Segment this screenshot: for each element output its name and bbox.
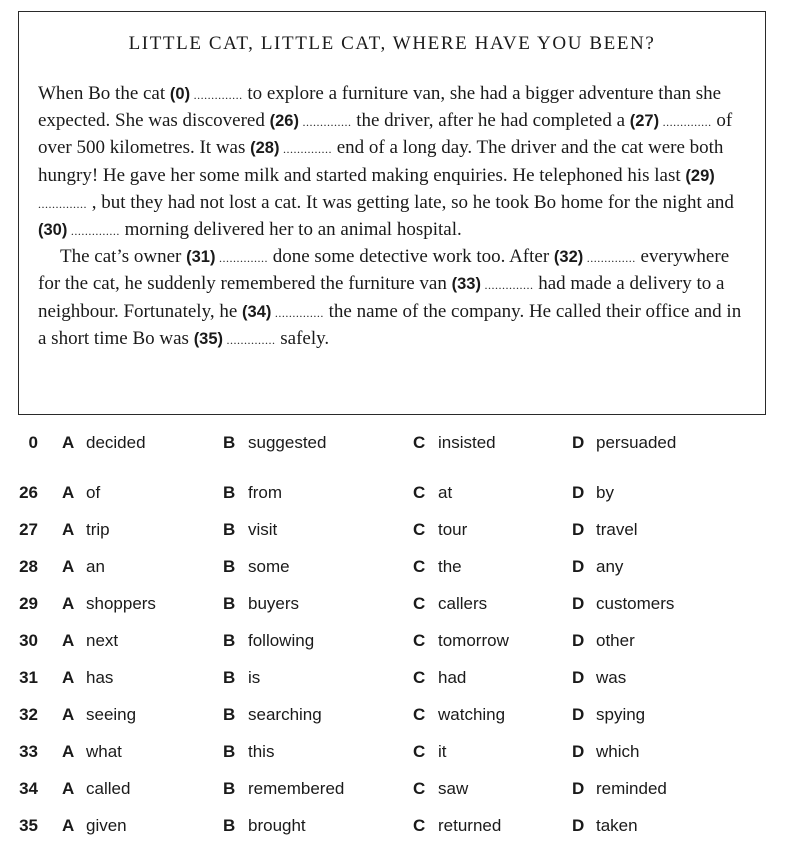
option-letter-d: D	[572, 557, 585, 576]
option-c[interactable]: had	[438, 668, 467, 687]
option-a[interactable]: shoppers	[86, 594, 156, 613]
option-letter-a: A	[62, 779, 75, 798]
option-a[interactable]: seeing	[86, 705, 137, 724]
passage-segment: to explore a furniture van, she had a bigger adventure than she expected. She was discovered	[38, 83, 722, 132]
question-number: (27)	[629, 112, 660, 131]
answer-gap: ..............	[190, 88, 243, 102]
option-a[interactable]: decided	[86, 433, 146, 452]
option-d[interactable]: customers	[596, 594, 675, 613]
paragraph-2	[38, 244, 750, 353]
question-number: (30)	[38, 221, 68, 240]
passage-segment: everywhere for the cat, he suddenly remembered the furniture van	[38, 246, 730, 295]
question-row	[0, 483, 788, 507]
passage-title: LITTLE CAT, LITTLE CAT, WHERE HAVE YOU BEEN?	[128, 33, 656, 54]
passage-segment: had made a delivery to a neighbour. Fortunately, he	[38, 273, 725, 322]
question-row-number: 0	[28, 433, 38, 452]
option-letter-d: D	[572, 483, 585, 502]
answer-gap: ..............	[583, 251, 636, 266]
answer-gap: ..............	[67, 224, 120, 239]
option-letter-b: B	[223, 668, 236, 687]
option-d[interactable]: spying	[596, 705, 646, 724]
passage-segment: When Bo the cat	[38, 83, 170, 104]
question-row-number: 30	[19, 631, 38, 650]
option-letter-d: D	[572, 779, 585, 798]
option-letter-b: B	[223, 779, 236, 798]
passage-segment: , but they had not lost a cat. It was getting late, so he took Bo home for the night and	[87, 191, 734, 213]
option-letter-c: C	[413, 816, 426, 835]
option-d[interactable]: taken	[596, 816, 638, 835]
option-letter-c: C	[413, 483, 426, 502]
option-c[interactable]: callers	[438, 594, 488, 613]
question-number: (26)	[269, 112, 299, 131]
passage-segment: The cat’s owner	[60, 246, 187, 268]
option-letter-a: A	[62, 520, 75, 539]
option-letter-a: A	[62, 483, 75, 502]
passage-segment: of over 500 kilometres. It was	[38, 110, 733, 159]
option-letter-c: C	[413, 594, 426, 613]
option-c[interactable]: tour	[438, 520, 468, 539]
question-row	[0, 594, 788, 618]
answer-gap: ..............	[38, 196, 87, 211]
option-b[interactable]: from	[248, 483, 282, 502]
option-d[interactable]: which	[596, 742, 640, 761]
question-row	[0, 705, 788, 729]
option-letter-b: B	[223, 557, 236, 576]
option-letter-b: B	[223, 631, 236, 650]
option-letter-b: B	[223, 594, 236, 613]
question-number: (33)	[451, 275, 481, 294]
option-c[interactable]: insisted	[438, 433, 496, 452]
option-letter-a: A	[62, 742, 75, 761]
question-row-number: 29	[19, 594, 38, 613]
question-row	[0, 433, 788, 457]
option-d[interactable]: any	[596, 557, 624, 576]
option-letter-a: A	[62, 705, 75, 724]
option-letter-d: D	[572, 594, 585, 613]
question-row-number: 35	[19, 816, 38, 835]
option-a[interactable]: of	[86, 483, 101, 502]
question-row	[0, 742, 788, 766]
option-a[interactable]: an	[86, 557, 105, 576]
option-letter-b: B	[223, 520, 236, 539]
option-letter-b: B	[223, 433, 236, 452]
question-row	[0, 557, 788, 581]
passage-segment: morning delivered her to an animal hospital.	[119, 219, 462, 241]
option-b[interactable]: searching	[248, 705, 322, 724]
option-c[interactable]: returned	[438, 816, 502, 835]
option-letter-b: B	[223, 483, 236, 502]
passage-segment: the name of the company. He called their office and in a short time Bo was	[38, 300, 742, 349]
option-b[interactable]: suggested	[248, 433, 327, 452]
option-b[interactable]: this	[248, 742, 275, 761]
option-letter-c: C	[413, 520, 426, 539]
option-c[interactable]: the	[438, 557, 462, 576]
option-a[interactable]: next	[86, 631, 119, 650]
answer-gap: ..............	[279, 142, 332, 157]
question-row	[0, 668, 788, 692]
option-a[interactable]: trip	[86, 520, 110, 539]
option-letter-a: A	[62, 594, 75, 613]
option-letter-d: D	[572, 742, 585, 761]
question-row-number: 27	[19, 520, 38, 539]
option-letter-c: C	[413, 668, 426, 687]
option-b[interactable]: brought	[248, 816, 306, 835]
option-b[interactable]: following	[248, 631, 315, 650]
passage-text	[38, 81, 750, 353]
option-c[interactable]: it	[438, 742, 447, 761]
option-d[interactable]: by	[596, 483, 614, 502]
option-b[interactable]: buyers	[248, 594, 300, 613]
option-d[interactable]: other	[596, 631, 635, 650]
passage-segment: safely.	[275, 327, 330, 349]
passage-segment: done some detective work too. After	[267, 246, 554, 268]
option-letter-b: B	[223, 742, 236, 761]
option-a[interactable]: what	[86, 742, 122, 761]
question-row-number: 32	[19, 705, 38, 724]
option-letter-a: A	[62, 433, 75, 452]
option-letter-b: B	[223, 816, 236, 835]
option-d[interactable]: travel	[596, 520, 638, 539]
question-number: (31)	[186, 248, 216, 267]
option-letter-a: A	[62, 816, 75, 835]
option-letter-d: D	[572, 520, 585, 539]
option-a[interactable]: has	[86, 668, 114, 687]
question-row-number: 33	[19, 742, 38, 761]
option-c[interactable]: saw	[438, 779, 469, 798]
option-c[interactable]: at	[438, 483, 453, 502]
option-letter-d: D	[572, 631, 585, 650]
question-number: (35)	[193, 329, 224, 348]
answer-gap: ..............	[298, 115, 352, 130]
option-d[interactable]: was	[596, 668, 627, 687]
option-letter-c: C	[413, 557, 426, 576]
option-letter-d: D	[572, 433, 585, 452]
question-row	[0, 631, 788, 655]
option-d[interactable]: persuaded	[596, 433, 677, 452]
question-row	[0, 779, 788, 803]
option-letter-c: C	[413, 631, 426, 650]
question-number: (34)	[242, 302, 272, 321]
question-row-number: 26	[19, 483, 38, 502]
option-letter-c: C	[413, 705, 426, 724]
question-row	[0, 816, 788, 840]
question-row-number: 34	[19, 779, 38, 798]
question-row	[0, 520, 788, 544]
option-b[interactable]: is	[248, 668, 261, 687]
option-letter-d: D	[572, 668, 585, 687]
question-number: (28)	[250, 139, 280, 158]
option-letter-d: D	[572, 705, 585, 724]
option-letter-a: A	[62, 557, 75, 576]
option-b[interactable]: some	[248, 557, 290, 576]
option-a[interactable]: given	[86, 816, 127, 835]
passage-segment: end of a long day. The driver and the cat were both hungry! He gave her some milk and started making enquiries. He telephoned his last	[38, 137, 724, 186]
paragraph-1	[38, 81, 750, 244]
question-row-number: 28	[19, 557, 38, 576]
question-number: (32)	[553, 248, 584, 267]
answer-gap: ..............	[480, 278, 534, 293]
passage-box	[18, 11, 766, 415]
question-row-number: 31	[19, 668, 38, 687]
option-c[interactable]: tomorrow	[438, 631, 509, 650]
option-letter-c: C	[413, 779, 426, 798]
option-d[interactable]: reminded	[596, 779, 667, 798]
passage-segment: the driver, after he had completed a	[351, 110, 630, 132]
option-c[interactable]: watching	[438, 705, 506, 724]
answer-gap: ..............	[223, 332, 276, 347]
option-letter-c: C	[413, 742, 426, 761]
option-letter-c: C	[413, 433, 426, 452]
option-letter-b: B	[223, 705, 236, 724]
answer-gap: ..............	[659, 115, 712, 130]
option-letter-a: A	[62, 631, 75, 650]
option-a[interactable]: called	[86, 779, 131, 798]
answer-gap: ..............	[271, 305, 324, 320]
option-b[interactable]: visit	[248, 520, 278, 539]
question-number: (29)	[685, 166, 715, 185]
question-number: (0)	[169, 85, 191, 103]
answer-gap: ..............	[215, 251, 268, 266]
option-letter-a: A	[62, 668, 75, 687]
option-letter-d: D	[572, 816, 585, 835]
option-b[interactable]: remembered	[248, 779, 345, 798]
